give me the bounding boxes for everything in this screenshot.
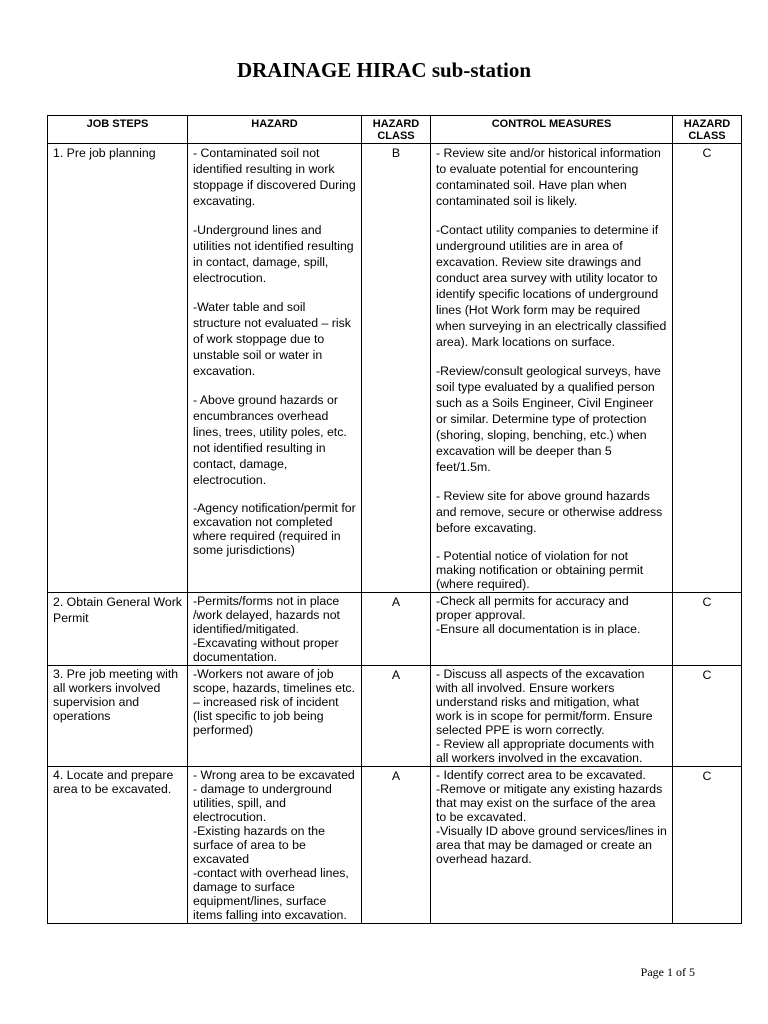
control-item: - Identify correct area to be excavated. [436, 768, 646, 782]
hazard-cell [188, 593, 362, 666]
hazard-item: - Wrong area to be excavated [193, 768, 355, 782]
control-measures-cell [431, 666, 673, 767]
hazard-class-before-cell: A [362, 593, 431, 666]
hazard-class-before-cell: B [362, 144, 431, 593]
table-row [48, 767, 742, 924]
page-number: Page 1 of 5 [640, 965, 695, 979]
hazard-item: -contact with overhead lines, damage to surface equipment/lines, surface items falling into excavation. [193, 866, 349, 922]
hazard-class-after-cell: C [673, 144, 742, 593]
control-item: -Review/consult geological surveys, have soil type evaluated by a qualified person such as a Soils Engineer, Civil Engineer or similar. Determine type of protection (shoring, sloping, benching, etc.) when excavation will be deeper than 5 feet/1.5m. [436, 364, 661, 474]
control-measures-cell [431, 144, 673, 593]
control-measures-cell [431, 593, 673, 666]
hirac-table [47, 115, 742, 924]
control-item: -Visually ID above ground services/lines in area that may be damaged or create an overhead hazard. [436, 824, 667, 866]
control-item: -Remove or mitigate any existing hazards that may exist on the surface of the area to be excavated. [436, 782, 663, 824]
hazard-cell [188, 144, 362, 593]
hazard-class-after-cell: C [673, 593, 742, 666]
hazard-class-before-cell: A [362, 767, 431, 924]
header-hazard: HAZARD [188, 116, 362, 144]
document-title: DRAINAGE HIRAC sub-station [236, 58, 532, 82]
header-hazard-class-before: HAZARD CLASS [362, 116, 431, 144]
hazard-item: - damage to underground utilities, spill, and electrocution. [193, 782, 332, 824]
table-header-row [48, 116, 742, 144]
hazard-class-after-cell: C [673, 666, 742, 767]
hazard-item: -Underground lines and utilities not identified resulting in contact, damage, spill, electrocution. [193, 223, 354, 285]
hazard-class-before-cell: A [362, 666, 431, 767]
control-item: - Review site for above ground hazards and remove, secure or otherwise address before excavating. [436, 489, 663, 535]
table-row [48, 593, 742, 666]
header-control-measures: CONTROL MEASURES [431, 116, 673, 144]
job-step-cell: 1. Pre job planning [48, 144, 188, 593]
control-item: - Review all appropriate documents with all workers involved in the excavation. [436, 737, 655, 765]
hazard-item: -Water table and soil structure not evaluated – risk of work stoppage due to unstable soil or water in excavation. [193, 300, 351, 378]
job-step-cell: 2. Obtain General Work Permit [48, 593, 188, 666]
hazard-class-after-cell: C [673, 767, 742, 924]
table-row [48, 666, 742, 767]
hazard-item: -Permits/forms not in place /work delayed, hazards not identified/mitigated. [193, 594, 340, 636]
hazard-item: -Workers not aware of job scope, hazards, timelines etc. – increased risk of incident (list specific to job being performed) [193, 667, 355, 737]
control-item: - Review site and/or historical information to evaluate potential for encountering contaminated soil. Have plan when contaminated soil is likely. [436, 146, 661, 208]
control-item: -Ensure all documentation is in place. [436, 622, 641, 636]
table-row [48, 144, 742, 593]
hazard-item: - Above ground hazards or encumbrances overhead lines, trees, utility poles, etc. not identified resulting in contact, damage, electrocution. [193, 393, 347, 487]
control-measures-cell [431, 767, 673, 924]
control-item: -Check all permits for accuracy and proper approval. [436, 594, 629, 622]
job-step-cell: 4. Locate and prepare area to be excavated. [48, 767, 188, 924]
hazard-item: -Agency notification/permit for excavation not completed where required (required in some jurisdictions) [193, 501, 356, 557]
hazard-cell [188, 767, 362, 924]
header-job-steps: JOB STEPS [48, 116, 188, 144]
control-item: - Discuss all aspects of the excavation with all involved. Ensure workers understand risks and mitigation, what work is in scope for permit/form. Ensure selected PPE is worn correctly. [436, 667, 653, 737]
job-step-cell: 3. Pre job meeting with all workers involved supervision and operations [48, 666, 188, 767]
hazard-cell [188, 666, 362, 767]
header-hazard-class-after: HAZARD CLASS [673, 116, 742, 144]
control-item: -Contact utility companies to determine if underground utilities are in area of excavation. Review site drawings and conduct area survey with utility locator to identify specific locations of underground lines (Hot Work form may be required when surveying in an electrically classified area). Mark locations on surface. [436, 223, 667, 349]
hazard-item: -Excavating without proper documentation. [193, 636, 339, 664]
control-item: - Potential notice of violation for not making notification or obtaining permit (where required). [436, 549, 644, 591]
hazard-item: -Existing hazards on the surface of area to be excavated [193, 824, 325, 866]
hazard-item: - Contaminated soil not identified resulting in work stoppage if discovered During excavating. [193, 146, 356, 208]
